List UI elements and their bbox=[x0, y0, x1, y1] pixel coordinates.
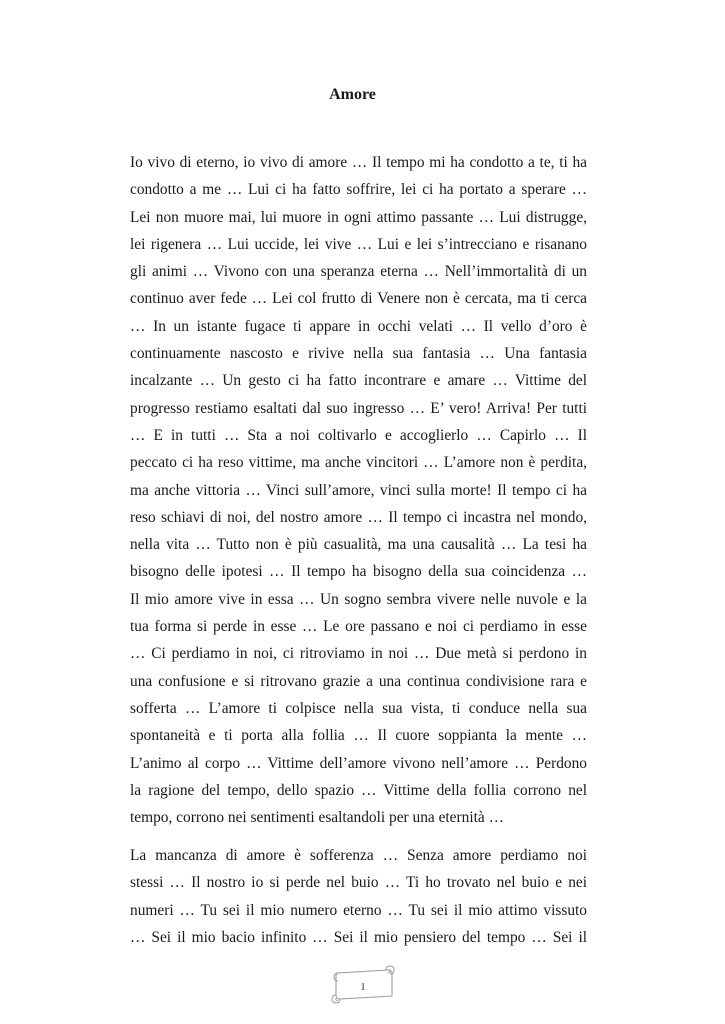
text-line: … Sei il mio bacio infinito … Sei il mio pensiero del tempo … Sei il bbox=[130, 928, 587, 946]
text-line: ma anche vittoria … Vinci sull’amore, vinci sulla morte! Il tempo ci ha bbox=[130, 481, 587, 499]
page-footer bbox=[330, 965, 396, 1005]
text-line: peccato ci ha reso vittime, ma anche vincitori … L’amore non è perdita, bbox=[130, 454, 587, 472]
text-line: una confusione e si ritrovano grazie a una continua condivisione rara e bbox=[130, 672, 587, 690]
text-line: sofferta … L’amore ti colpisce nella sua vista, ti conduce nella sua bbox=[130, 699, 587, 717]
text-line: condotto a me … Lui ci ha fatto soffrire, lei ci ha portato a sperare … bbox=[130, 181, 587, 199]
page-number: 1 bbox=[360, 981, 366, 993]
text-line: incalzante … Un gesto ci ha fatto incontrare e amare … Vittime del bbox=[130, 372, 587, 390]
paragraph-2 bbox=[130, 842, 587, 951]
text-line: tua forma si perde in esse … Le ore passano e noi ci perdiamo in esse bbox=[130, 618, 587, 636]
text-line: bisogno delle ipotesi … Il tempo ha bisogno della sua coincidenza … bbox=[130, 563, 587, 581]
text-line: numeri … Tu sei il mio numero eterno … Tu sei il mio attimo vissuto bbox=[130, 901, 587, 919]
text-line: continuamente nascosto e rivive nella sua fantasia … Una fantasia bbox=[130, 345, 587, 363]
text-line: … In un istante fugace ti appare in occhi velati … Il vello d’oro è bbox=[130, 317, 587, 335]
text-line: Lei non muore mai, lui muore in ogni attimo passante … Lui distrugge, bbox=[130, 208, 587, 226]
text-line: Io vivo di eterno, io vivo di amore … Il tempo mi ha condotto a te, ti ha bbox=[130, 154, 587, 171]
text-line: la ragione del tempo, dello spazio … Vittime della follia corrono nel bbox=[130, 781, 587, 799]
text-line: La mancanza di amore è sofferenza … Senza amore perdiamo noi bbox=[130, 847, 587, 864]
text-line: nella vita … Tutto non è più casualità, ma una causalità … La tesi ha bbox=[130, 536, 587, 554]
text-line: … E in tutti … Sta a noi coltivarlo e accoglierlo … Capirlo … Il bbox=[130, 426, 587, 444]
text-line: gli animi … Vivono con una speranza eterna … Nell’immortalità di un bbox=[130, 263, 587, 281]
text-line: tempo, corrono nei sentimenti esaltandoli per una eternità … bbox=[130, 809, 504, 827]
text-line: stessi … Il nostro io si perde nel buio … Ti ho trovato nel buio e nei bbox=[130, 874, 587, 892]
text-line: Il mio amore vive in essa … Un sogno sembra vivere nelle nuvole e la bbox=[130, 590, 587, 608]
text-line: spontaneità e ti porta alla follia … Il cuore soppianta la mente … bbox=[130, 727, 587, 745]
text-line: L’animo al corpo … Vittime dell’amore vivono nell’amore … Perdono bbox=[130, 754, 587, 772]
text-line: continuo aver fede … Lei col frutto di Venere non è cercata, ma ti cerca bbox=[130, 290, 587, 308]
text-line: … Ci perdiamo in noi, ci ritroviamo in noi … Due metà si perdono in bbox=[130, 645, 587, 663]
text-line: reso schiavi di noi, del nostro amore … Il tempo ci incastra nel mondo, bbox=[130, 508, 587, 526]
page-title: Amore bbox=[329, 86, 376, 103]
text-line: lei rigenera … Lui uccide, lei vive … Lui e lei s’intrecciano e risanano bbox=[130, 235, 587, 253]
paragraph-1 bbox=[130, 149, 587, 831]
text-line: progresso restiamo esaltati dal suo ingresso … E’ vero! Arriva! Per tutti bbox=[130, 399, 587, 417]
